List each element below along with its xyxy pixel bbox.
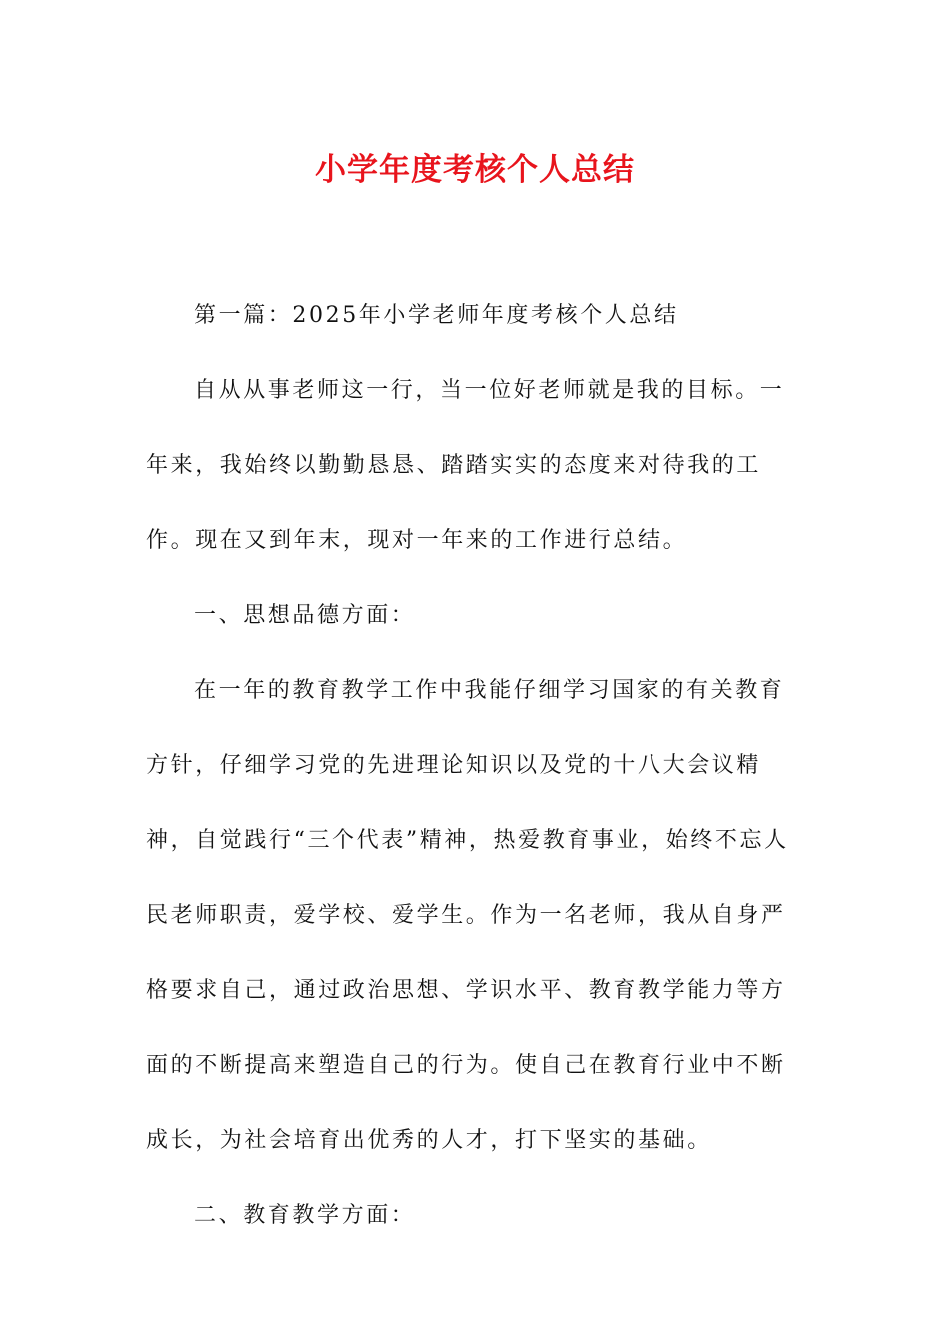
section-heading: 第一篇：2025年小学老师年度考核个人总结 — [194, 303, 679, 328]
body-paragraph: 自从从事老师这一行，当一位好老师就是我的目标。一年来，我始终以勤勤恳恳、踏踏实实的态度来对待我的工作。现在又到年末，现对一年来的工作进行总结。 — [146, 378, 785, 553]
document-title: 小学年度考核个人总结 — [315, 152, 635, 188]
section-heading: 二、教育教学方面： — [194, 1203, 416, 1228]
body-paragraph: 在一年的教育教学工作中我能仔细学习国家的有关教育方针，仔细学习党的先进理论知识以及党的十八大会议精神，自觉践行“三个代表”精神，热爱教育事业，始终不忘人民老师职责，爱学校、爱学生。作为一名老师，我从自身严格要求自己，通过政治思想、学识水平、教育教学能力等方面的不断提高来塑造自己的行为。使自己在教育行业中不断成长，为社会培育出优秀的人才，打下坚实的基础。 — [146, 678, 789, 1153]
section-heading: 一、思想品德方面： — [194, 603, 416, 628]
document-body — [146, 278, 796, 1253]
